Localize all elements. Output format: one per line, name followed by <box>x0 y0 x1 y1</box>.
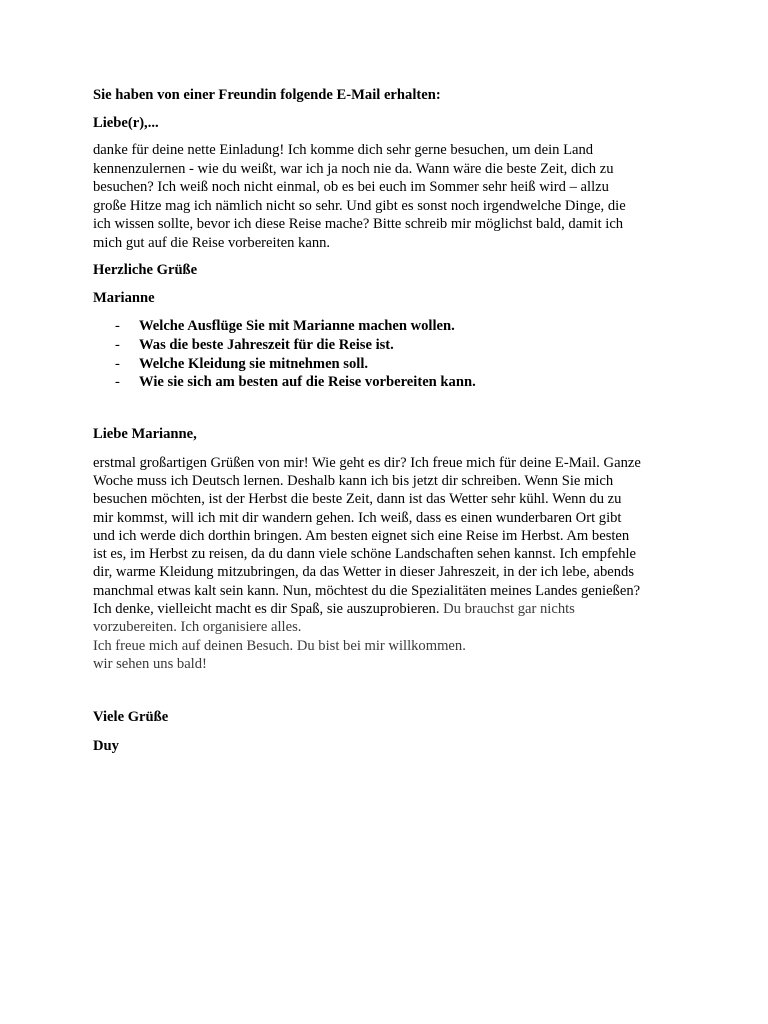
letter-line: kennenzulernen - wie du weißt, war ich ja noch nie da. Wann wäre die beste Zeit, dich zu <box>93 160 614 177</box>
reply-line: ist es, im Herbst zu reisen, da du dann viele schöne Landschaften sehen kannst. Ich empfehle <box>93 546 637 563</box>
task-text: Was die beste Jahreszeit für die Reise ist. <box>139 336 394 353</box>
reply-line: vorzubereiten. Ich organisiere alles. <box>93 619 302 636</box>
reply-greeting: Liebe Marianne, <box>93 426 197 443</box>
bullet-dash: - <box>115 355 120 372</box>
reply-body <box>93 454 673 674</box>
letter-salutation: Liebe(r),... <box>93 114 159 131</box>
task-item <box>93 317 673 336</box>
reply-line: wir sehen uns bald! <box>93 655 207 672</box>
reply-closing: Viele Grüße <box>93 709 169 726</box>
letter-closing: Herzliche Grüße <box>93 262 198 278</box>
letter-line: besuchen? Ich weiß noch nicht einmal, ob es bei euch im Sommer sehr heiß wird – allzu <box>93 179 609 195</box>
bullet-dash: - <box>115 374 120 391</box>
task-text: Welche Ausflüge Sie mit Marianne machen wollen. <box>139 318 455 334</box>
task-intro: Sie haben von einer Freundin folgende E-Mail erhalten: <box>93 87 441 103</box>
bullet-dash: - <box>115 336 120 353</box>
reply-line: Woche muss ich Deutsch lernen. Deshalb kann ich bis jetzt dir schreiben. Wenn Sie mich <box>93 472 614 489</box>
reply-line: manchmal etwas kalt sein kann. Nun, möchtest du die Spezialitäten meines Landes genießen? <box>93 582 641 599</box>
reply-line: erstmal großartigen Grüßen von mir! Wie geht es dir? Ich freue mich für deine E-Mail. Ganze <box>93 454 641 471</box>
letter-signature: Marianne <box>93 289 155 306</box>
reply-line: besuchen möchten, ist der Herbst die beste Zeit, dann ist das Wetter sehr kühl. Wenn du zu <box>93 491 622 508</box>
task-list <box>93 317 673 392</box>
reply-line: Ich freue mich auf deinen Besuch. Du bist bei mir willkommen. <box>93 637 466 654</box>
reply-line: dir, warme Kleidung mitzubringen, da das Wetter in dieser Jahreszeit, in der ich lebe, abends <box>93 564 635 581</box>
letter-line: ich wissen sollte, bevor ich diese Reise mache? Bitte schreib mir möglichst bald, damit ich <box>93 216 624 232</box>
reply-text-gray: Du brauchst gar nichts <box>439 601 575 618</box>
task-item <box>93 336 673 355</box>
letter-line: mich gut auf die Reise vorbereiten kann. <box>93 234 331 251</box>
letter-body <box>93 141 673 252</box>
reply-line: mir kommst, will ich mit dir wandern gehen. Ich weiß, dass es einen wunderbaren Ort gibt <box>93 509 622 526</box>
task-item <box>93 355 673 374</box>
bullet-dash: - <box>115 318 120 334</box>
task-item <box>93 373 673 392</box>
letter-line: danke für deine nette Einladung! Ich komme dich sehr gerne besuchen, um dein Land <box>93 142 594 158</box>
reply-line: und ich werde dich dorthin bringen. Am besten eignet sich eine Reise im Herbst. Am besten <box>93 527 630 544</box>
document-page <box>93 86 673 755</box>
letter-line: große Hitze mag ich nämlich nicht so sehr. Und gibt es sonst noch irgendwelche Dinge, die <box>93 197 626 214</box>
task-text: Wie sie sich am besten auf die Reise vorbereiten kann. <box>139 374 476 391</box>
reply-text: Ich denke, vielleicht macht es dir Spaß, sie auszuprobieren. <box>93 601 440 618</box>
task-text: Welche Kleidung sie mitnehmen soll. <box>139 355 369 372</box>
reply-signature: Duy <box>93 737 119 754</box>
reply-line <box>93 600 673 618</box>
